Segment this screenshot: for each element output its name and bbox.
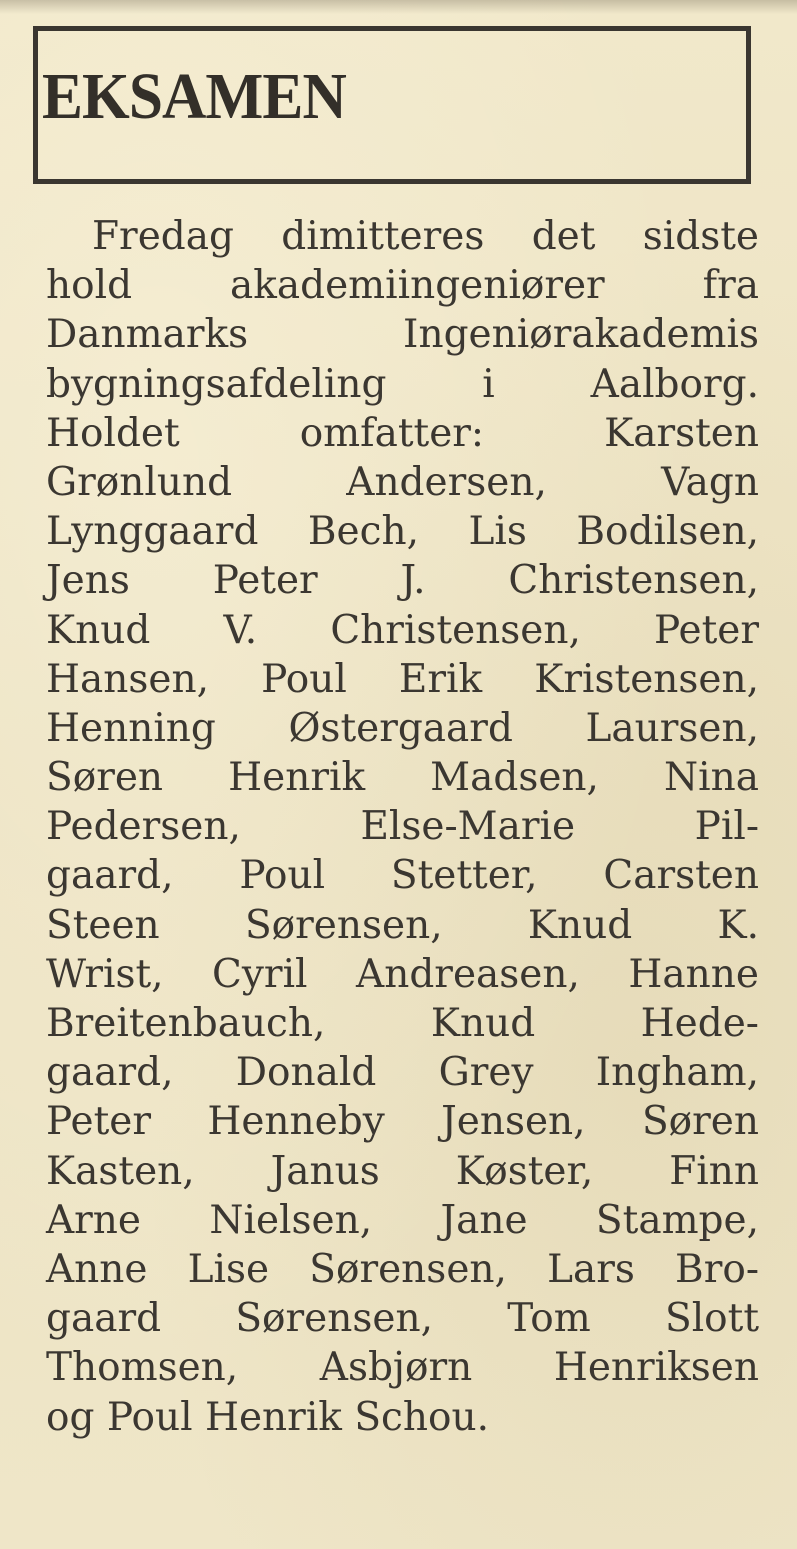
article-line: Pedersen, Else-Marie Pil- — [46, 804, 759, 850]
article-line: Søren Henrik Madsen, Nina — [46, 755, 759, 801]
article-line: Hansen, Poul Erik Kristensen, — [46, 656, 759, 702]
article-line: gaard, Poul Stetter, Carsten — [46, 853, 759, 899]
article-line: Steen Sørensen, Knud K. — [46, 902, 759, 948]
headline: EKSAMEN — [42, 60, 346, 133]
article-line: Fredag dimitteres det sidste — [92, 214, 759, 259]
article-line: hold akademiingeniører fra — [46, 263, 759, 309]
article-line: Jens Peter J. Christensen, — [46, 558, 759, 604]
article-line: Knud V. Christensen, Peter — [46, 607, 759, 653]
article-line: Wrist, Cyril Andreasen, Hanne — [46, 951, 759, 997]
article-line: gaard, Donald Grey Ingham, — [46, 1050, 759, 1096]
article-line: Henning Østergaard Laursen, — [46, 705, 759, 751]
article-line: Grønlund Andersen, Vagn — [46, 459, 759, 505]
article-line: Thomsen, Asbjørn Henriksen — [46, 1345, 759, 1391]
article-line: Arne Nielsen, Jane Stampe, — [46, 1197, 759, 1243]
article-line: Lynggaard Bech, Lis Bodilsen, — [46, 509, 759, 555]
article-line: Anne Lise Sørensen, Lars Bro- — [46, 1246, 759, 1292]
article-line: Holdet omfatter: Karsten — [46, 410, 759, 456]
article-line: Peter Henneby Jensen, Søren — [46, 1099, 759, 1145]
article-body — [46, 212, 759, 1442]
article-line: bygningsafdeling i Aalborg. — [46, 361, 759, 407]
torn-top-edge — [0, 0, 797, 14]
article-line: og Poul Henrik Schou. — [46, 1394, 489, 1440]
article-line: Kasten, Janus Køster, Finn — [46, 1148, 759, 1194]
article-line: Breitenbauch, Knud Hede- — [46, 1001, 759, 1046]
article-line: Danmarks Ingeniørakademis — [46, 312, 759, 358]
article-line: gaard Sørensen, Tom Slott — [46, 1296, 759, 1342]
